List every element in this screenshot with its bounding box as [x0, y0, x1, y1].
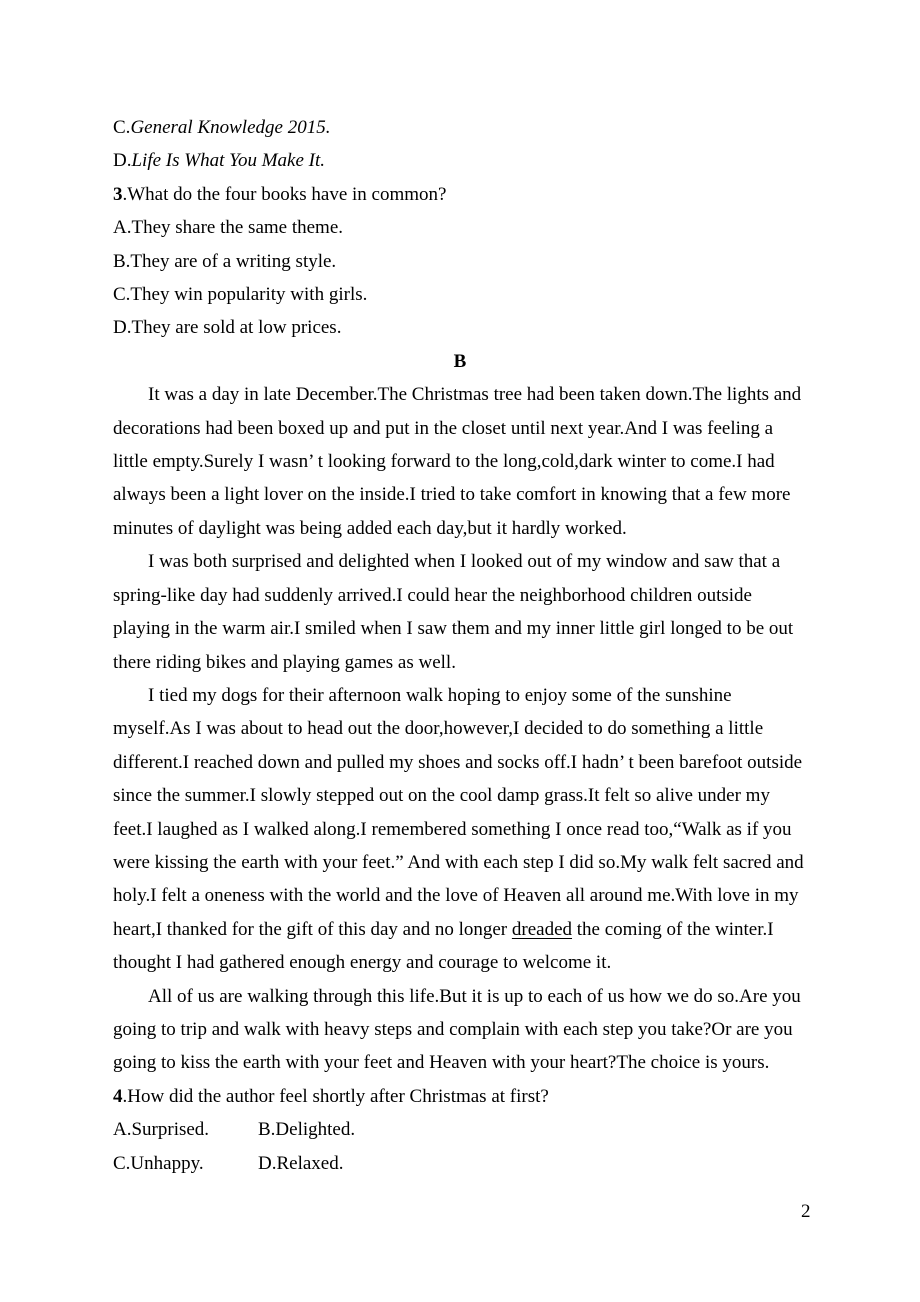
question-3-option-c: C.They win popularity with girls. — [113, 284, 368, 306]
page-content — [113, 111, 807, 1180]
question-4-number: 4 — [113, 1085, 123, 1107]
question-3-option-d: D.They are sold at low prices. — [113, 317, 342, 339]
question-4-options-row-2 — [113, 1147, 807, 1180]
passage-paragraph-4: All of us are walking through this life.But it is up to each of us how we do so.Are you going to trip and walk with heavy steps and complain with each step you take?Or are you going to kiss the earth with your feet and Heaven with your heart?The choice is yours. — [113, 985, 801, 1074]
question-3-option-a: A.They share the same theme. — [113, 217, 344, 239]
question-3 — [113, 178, 807, 211]
question-4 — [113, 1080, 807, 1113]
question-4-option-b: B.Delighted. — [258, 1119, 356, 1141]
question-4-option-d: D.Relaxed. — [258, 1152, 344, 1174]
book-option-c — [113, 111, 807, 144]
question-4-option-a: A.Surprised. — [113, 1119, 210, 1141]
question-4-option-c: C.Unhappy. — [113, 1152, 204, 1174]
page-number: 2 — [801, 1201, 811, 1222]
book-option-d-label: D. — [113, 150, 132, 172]
question-3-text: .What do the four books have in common? — [122, 183, 447, 205]
book-title-life-is-what-you-make-it: Life Is What You Make It. — [131, 150, 325, 172]
passage-paragraph-1: It was a day in late December.The Christmas tree had been taken down.The lights and decorations had been boxed up and put in the closet until next year.And I was feeling a little empty.Surely I wasn’ t looking forward to the long,cold,dark winter to come.I had always been a light lover on the inside.I tried to take comfort in knowing that a few more minutes of daylight was being added each day,but it hardly worked. — [113, 384, 802, 539]
book-option-c-label: C. — [113, 117, 131, 138]
passage-section-heading: B — [453, 350, 467, 372]
question-4-options-row-1 — [113, 1113, 807, 1146]
question-3-option-b: B.They are of a writing style. — [113, 250, 337, 272]
passage-underlined-word: dreaded — [511, 918, 573, 940]
passage-paragraph-3-text-before: I tied my dogs for their afternoon walk hoping to enjoy some of the sunshine myself.As I was about to head out the door,however,I decided to do something a little different.I reached down and pulled my shoes and socks off.I hadn’ t been barefoot outside since the summer.I slowly stepped out on the cool damp grass.It felt so alive under my feet.I laughed as I walked along.I remembered something I once read too,“Walk as if you were kissing the earth with your feet.” And with each step I did so.My walk felt sacred and holy.I felt a oneness with the world and the love of Heaven all around me.With love in my heart,I thanked for the gift of this day and no longer — [113, 684, 804, 940]
book-option-d — [113, 144, 807, 177]
passage-paragraph-2: I was both surprised and delighted when I looked out of my window and saw that a spring-like day had suddenly arrived.I could hear the neighborhood children outside playing in the warm air.I smiled when I saw them and my inner little girl longed to be out there riding bikes and playing games as well. — [113, 551, 794, 673]
question-3-number: 3 — [113, 183, 123, 205]
passage-paragraph-3-text-after: the coming of the winter.I thought I had gathered enough energy and courage to welcome it. — [113, 918, 774, 974]
book-title-general-knowledge: General Knowledge 2015. — [130, 117, 331, 138]
passage-paragraph-3 — [113, 679, 807, 980]
question-4-text: .How did the author feel shortly after Christmas at first? — [122, 1085, 549, 1107]
